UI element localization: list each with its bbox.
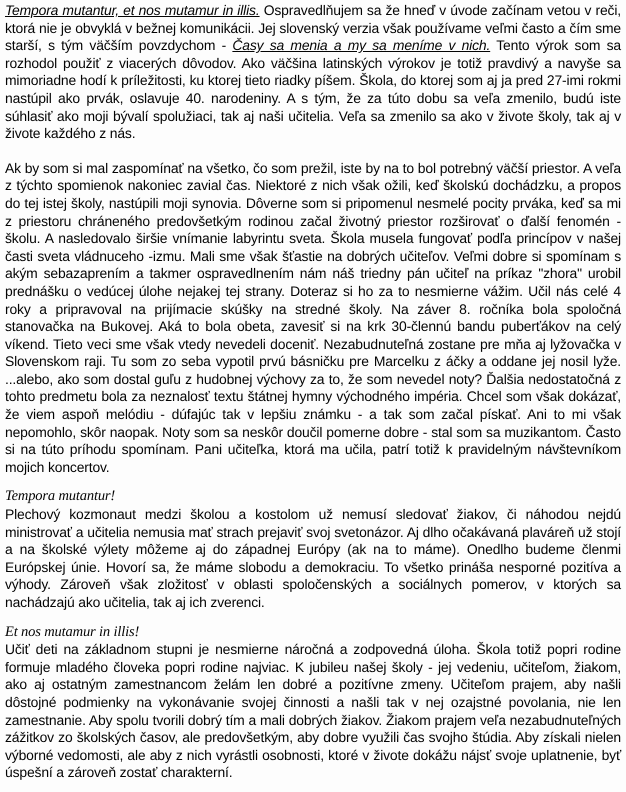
- changes-paragraph: Plechový kozmonaut medzi školou a kostolom už nemusí sledovať žiakov, či náhodou nejdú ministrovať a učitelia nemusia mať strach prejaviť svoj svetonázor. Aj dlho očakávaná plaváreň už stojí a na školské výlety môžeme aj do západnej Európy (ak na to máme). Onedlho budeme členmi Európskej únie. Hovorí sa, že máme slobodu a demokraciu. To všetko prináša nesporné pozitíva a výhody. Zároveň však zložitosť v oblasti spoločenských a sociálnych pomerov, v ktorých sa nachádzajú ako učitelia, tak aj ich zverenci.: [5, 506, 621, 610]
- section-heading-tempora: Tempora mutantur!: [5, 488, 116, 505]
- intro-text-part1: Ospravedlňujem sa že hneď v úvode začínam vetou v reči, ktorá nie je obvyklá v bežnej komunikácii. Jej slovenský verzia však používame veľmi často a čím sme starší, s tým väčším povzdychom -: [5, 2, 621, 54]
- paragraph-gap: [5, 612, 621, 624]
- paragraph-gap: [5, 143, 621, 160]
- section-heading-et-nos: Et nos mutamur in illis!: [5, 623, 140, 640]
- latin-quote-lead: Tempora mutantur, et nos mutamur in illis.: [5, 2, 260, 18]
- memories-paragraph: Ak by som si mal zaspomínať na všetko, čo som prežil, iste by na to bol potrebný väčší priestor. A veľa z týchto spomienok nakoniec zavial čas. Niektoré z nich však ožili, keď školskú dochádzku, a propos do tej istej školy, nastúpili moji synovia. Dôverne som si pripomenul nesmelé pocity prváka, keď sa mi z priestoru chráneného predovšetkým rodinou začal životný priestor rozširovať o ďalší fenomén - školu. A nasledovalo širšie vnímanie labyrintu sveta. Škola musela fungovať podľa princípov v našej časti sveta vládnuceho -izmu. Mali sme však šťastie na dobrých učiteľov. Veľmi dobre si spomínam s akým sebazaprením a takmer ospravedlnením nám náš triedny pán učiteľ na príkaz "zhora" urobil prednášku o vedúcej úlohe nejakej tej strany. Doteraz si ho za to nesmierne vážim. Učil nás celé 4 roky a pripravoval na prijímacie skúšky na stredné školy. Na záver 8. ročníka bola spoločná stanovačka na Bukovej. Aká to bola obeta, zavesiť si na krk 30-člennú bandu puberťákov na celý víkend. Tieto veci sme však vtedy nevedeli doceniť. Nezabudnuteľná zostane pre mňa aj lyžovačka v Slovenskom raji. Tu som zo seba vypotil prvú básničku pre Marcelku z áčky a oddane jej nosil lyže. ...alebo, ako som dostal guľu z hudobnej výchovy za to, že som nevedel noty? Ďalšia nedostatočná z tohto predmetu bola za neznalosť textu štátnej hymny východného impéria. Chcel som však dokázať, že viem aspoň melódiu - dúfajúc tak v lepšiu známku - a tak som začal pískať. Ani to mi však nepomohlo, skôr naopak. Noty som sa neskôr doučil pomerne dobre - stal som sa muzikantom. Často si na túto príhodu spomínam. Pani učiteľka, ktorá ma učila, patrí totiž k pravidelným návštevníkom mojich koncertov.: [5, 159, 621, 475]
- paragraph-gap: [5, 476, 621, 488]
- intro-paragraph: [5, 2, 621, 143]
- wishes-paragraph: Učiť deti na základnom stupni je nesmierne náročná a zodpovedná úloha. Škola totiž popri rodine formuje mladého človeka popri rodine najviac. K jubileu našej školy - jej vedeniu, učiteľom, žiakom, ako aj ostatným zamestnancom želám len dobré a pozitívne zmeny. Učiteľom prajem, aby našli dôstojné podmienky na vykonávanie svojej činnosti a našli tak v nej ozajstné povolania, nie len zamestnanie. Aby spolu tvorili dobrý tím a mali dobrých žiakov. Žiakom prajem veľa nezabudnuteľných zážitkov zo školských časov, ale predovšetkým, aby dobre využili čas svojho štúdia. Aby získali nielen výborné vedomosti, ale aby z nich vyrástli osobnosti, ktoré v živote dokážu nájsť svoje uplatnenie, byť úspešní a zároveň zostať charakterní.: [5, 641, 621, 781]
- intro-text-part2: Tento výrok som sa rozhodol použiť z viacerých dôvodov. Ako väčšina latinských výrokov je totiž pravdivý a navyše sa mimoriadne hodí k príležitosti, ku ktorej tieto riadky píšem. Škola, do ktorej som aj ja pred 27-imi rokmi nastúpil ako prvák, oslavuje 40. narodeniny. A s tým, že za túto dobu sa veľa zmenilo, budú iste súhlasiť ako moji bývalí spolužiaci, tak aj naši učitelia. Veľa sa zmenilo sa ako v živote školy, tak aj v živote každého z nás.: [5, 37, 621, 142]
- document-body: [5, 2, 621, 782]
- slovak-quote: Časy sa menia a my sa meníme v nich.: [232, 37, 491, 54]
